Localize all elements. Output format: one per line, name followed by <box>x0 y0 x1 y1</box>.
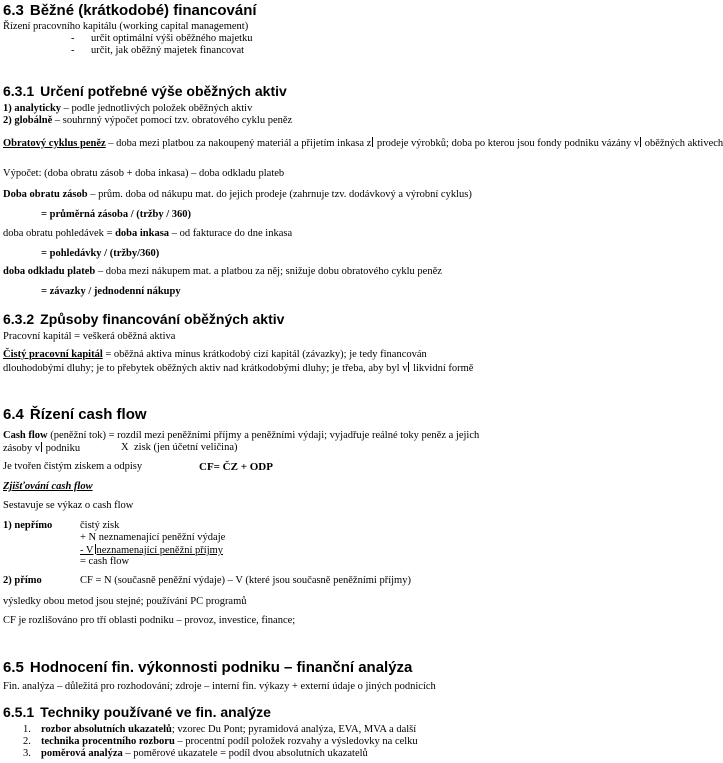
list-item: = cash flow <box>80 556 130 567</box>
paragraph: Je tvořen čistým ziskem a odpisy CF= ČZ + ODP <box>3 461 273 473</box>
list-item: - V neznamenající peněžní příjmy <box>80 545 224 556</box>
list-item: čistý zisk <box>80 520 120 531</box>
heading-6-3: 6.3 Běžné (krátkodobé) financování <box>3 2 257 19</box>
paragraph: Fin. analýza – důležitá pro rozhodování; zdroje – interní fin. výkazy + externí údaje o jiných podnicích <box>3 681 436 692</box>
list-item: 3. poměrová analýza – poměrové ukazatele = podíl dvou absolutních ukazatelů <box>23 748 368 759</box>
heading-6-5-1: 6.5.1 Techniky používané ve fin. analýze <box>3 704 271 720</box>
paragraph: Obratový cyklus peněz – doba mezi platbou za nakoupený materiál a přijetím inkasa z prodeje výrobků; doba po kterou jsou fondy podniku vázány v oběžných aktivech <box>3 138 723 149</box>
heading-6-4: 6.4 Řízení cash flow <box>3 406 147 423</box>
paragraph: dlouhodobými dluhy; je to přebytek oběžných aktiv nad krátkodobými dluhy; je třeba, aby byl v likvidní formě <box>3 363 474 374</box>
paragraph: 2) globálně – souhrnný výpočet pomocí tzv. obratového cyklu peněz <box>3 115 293 126</box>
heading-6-5: 6.5 Hodnocení fin. výkonnosti podniku – finanční analýza <box>3 659 413 676</box>
heading-6-3-2: 6.3.2 Způsoby financování oběžných aktiv <box>3 311 285 327</box>
paragraph: Cash flow (peněžní tok) = rozdíl mezi peněžními příjmy a peněžními výdaji; vyjadřuje reálné toky peněz a jejich <box>3 430 480 441</box>
list-item: + N neznamenající peněžní výdaje <box>80 532 226 543</box>
formula: = závazky / jednodenní nákupy <box>41 286 181 297</box>
heading-6-3-1: 6.3.1 Určení potřebné výše oběžných aktiv <box>3 83 287 99</box>
paragraph: výsledky obou metod jsou stejné; používání PC programů <box>3 596 247 607</box>
formula: = průměrná zásoba / (tržby / 360) <box>41 209 192 220</box>
paragraph: CF je rozlišováno pro tří oblasti podniku – provoz, investice, finance; <box>3 615 296 626</box>
paragraph: Výpočet: (doba obratu zásob + doba inkasa) – doba odkladu plateb <box>3 168 285 179</box>
paragraph: 1) analyticky – podle jednotlivých položek oběžných aktiv <box>3 103 253 114</box>
paragraph: Sestavuje se výkaz o cash flow <box>3 500 134 511</box>
subheading: Zjišťování cash flow <box>3 481 93 492</box>
method-label: 1) nepřímo <box>3 520 53 531</box>
paragraph: doba odkladu plateb – doba mezi nákupem mat. a platbou za něj; snižuje dobu obratového cyklu peněz <box>3 266 442 277</box>
paragraph: CF = N (současně peněžní výdaje) – V (které jsou současně peněžními příjmy) <box>80 575 411 586</box>
paragraph: Doba obratu zásob – prům. doba od nákupu mat. do jejich prodeje (zahrnuje tzv. dodávkový a výrobní cyklus) <box>3 189 472 200</box>
method-label: 2) přímo <box>3 575 42 586</box>
paragraph: Pracovní kapitál = veškerá oběžná aktiva <box>3 331 176 342</box>
paragraph: doba obratu pohledávek = doba inkasa – od fakturace do dne inkasa <box>3 228 293 239</box>
paragraph: zásoby v podniku X zisk (jen účetní veličina) <box>3 442 238 454</box>
paragraph: Řízení pracovního kapitálu (working capital management) <box>3 21 249 32</box>
list-item: 2. technika procentního rozboru – procentní podíl položek rozvahy a výsledovky na celku <box>23 736 418 747</box>
paragraph: Čistý pracovní kapitál = oběžná aktiva minus krátkodobý cizí kapitál (závazky); je tedy financován <box>3 349 427 360</box>
formula: = pohledávky / (tržby/360) <box>41 248 160 259</box>
list-item: 1. rozbor absolutních ukazatelů; vzorec Du Pont; pyramidová analýza, EVA, MVA a další <box>23 724 417 735</box>
